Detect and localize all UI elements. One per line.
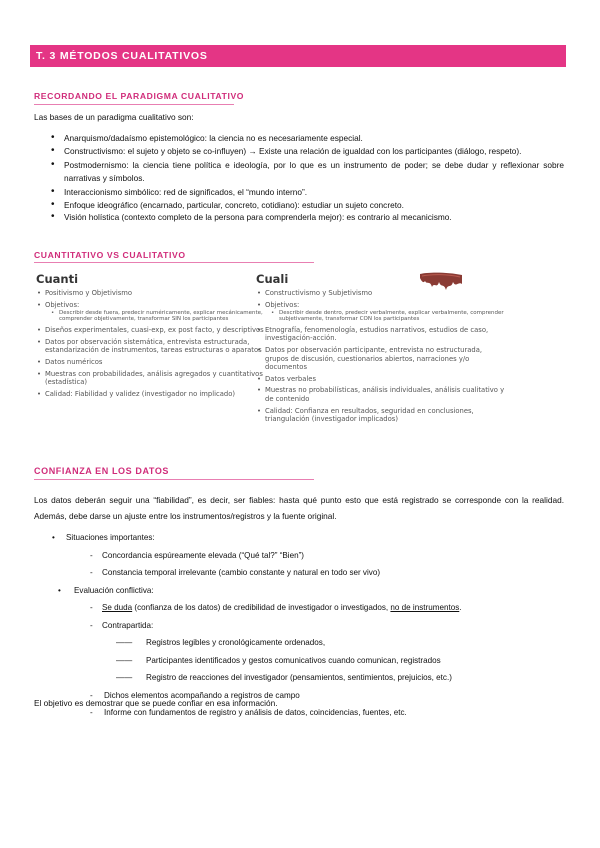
hair-image-icon [418, 272, 464, 292]
list-item: • Postmodernismo: la ciencia tiene política e ideología, por lo que es un instrumento de poder; se debe dudar y reflexionar sobre narrativas y símbolos. [48, 159, 564, 184]
list-subsubitem: —— Registro de reacciones del investigador (pensamientos, sentimientos, prejuicios, etc.) [116, 673, 452, 682]
section-rule [34, 262, 314, 263]
list-item: • Datos por observación sistemática, entrevista estructurada, estandarización de instrumentos, tareas estructuras o aparatos [36, 338, 286, 355]
list-subitem: - Contrapartida: [90, 620, 154, 630]
list-item: • Objetivos: • Describir desde fuera, predecir numéricamente, explicar mecánicamente, comprender objetivamente, transformar SIN los participantes [36, 301, 286, 323]
title-banner [30, 45, 566, 67]
list-item: • Calidad: Confianza en resultados, seguridad en conclusiones, triangulación (investigador implicados) [256, 407, 506, 424]
list-item: • Etnografía, fenomenología, estudios narrativos, estudios de caso, investigación-acción. [256, 326, 506, 343]
list-item: • Visión holística (contexto completo de la persona para comprenderla mejor): es contrario al mecanicismo. [48, 211, 564, 224]
confianza-paragraph: Los datos deberán seguir una “fiabilidad”, es decir, ser fiables: hasta qué punto esto que está registrado se corresponde con la realidad. Además, debe darse un ajuste entre los instrumentos/registros y la fuente original. [34, 495, 564, 521]
list-item: • Enfoque ideográfico (encarnado, particular, concreto, cotidiano): estudiar un sujeto concreto. [48, 199, 564, 212]
list-item: • Positivismo y Objetivismo [36, 289, 286, 297]
section-rule [34, 104, 234, 105]
list-subitem: - Informe con fundamentos de registro y análisis de datos, coincidencias, fuentes, etc. [90, 708, 407, 717]
page-title: T. 3 MÉTODOS CUALITATIVOS [36, 50, 208, 62]
list-subsubitem: —— Participantes identificados y gestos comunicativos cuando comunican, registrados [116, 655, 441, 665]
list-item: • Interaccionismo simbólico: red de significados, el “mundo interno”. [48, 186, 564, 199]
list-subitem: - Concordancia espúreamente elevada (“Qué tal?” “Bien”) [90, 550, 304, 560]
section-rule [34, 479, 314, 480]
conclusion-text: El objetivo es demostrar que se puede confiar en esa información. [34, 698, 278, 708]
list-item: • Constructivismo: el sujeto y objeto se co-influyen) → Existe una relación de igualdad con los participantes (diálogo, respeto). [48, 145, 564, 158]
section-heading-comparacion: CUANTITATIVO VS CUALITATIVO [34, 250, 186, 260]
intro-text: Las bases de un paradigma cualitativo son: [34, 112, 194, 122]
cuanti-list [36, 289, 286, 398]
list-item: • Muestras con probabilidades, análisis agregados y cuantitativos (estadística) [36, 370, 286, 387]
list-item: • Anarquismo/dadaísmo epistemológico: la ciencia no es necesariamente especial. [48, 132, 564, 145]
list-item: • Constructivismo y Subjetivismo [256, 289, 506, 297]
list-item: • Situaciones importantes: [52, 533, 155, 542]
list-subitem: - Se duda (confianza de los datos) de credibilidad de investigador o investigados, no de instrumentos. [90, 603, 462, 612]
list-subitem: • Describir desde fuera, predecir numéricamente, explicar mecánicamente, comprender objetivamente, transformar SIN los participantes [45, 310, 286, 323]
list-subitem: - Dichos elementos acompañando a registros de campo [90, 690, 300, 700]
list-subitem: - Constancia temporal irrelevante (cambio constante y natural en todo ser vivo) [90, 568, 381, 577]
cuanti-column [36, 272, 286, 402]
section-heading-confianza: CONFIANZA EN LOS DATOS [34, 466, 170, 476]
cuanti-title: Cuanti [36, 272, 79, 286]
cuali-title: Cuali [256, 272, 289, 286]
list-item: • Datos verbales [256, 375, 506, 383]
cuali-column [256, 272, 506, 427]
list-item: • Diseños experimentales, cuasi-exp, ex post facto, y descriptivos [36, 326, 286, 334]
list-subsubitem: —— Registros legibles y cronológicamente ordenados, [116, 638, 326, 647]
list-item: • Calidad: Fiabilidad y validez (investigador no implicado) [36, 390, 286, 398]
list-subitem: • Describir desde dentro, predecir verbalmente, explicar verbalmente, comprender subjetivamente, transformar CON los participantes [265, 310, 506, 323]
list-item: • Muestras no probabilísticas, análisis individuales, análisis cualitativo y de contenido [256, 386, 506, 403]
confianza-list [52, 529, 556, 722]
list-item: • Datos por observación participante, entrevista no estructurada, grupos de discusión, cuestionarios abiertos, narraciones y/o documentos [256, 346, 506, 371]
cuali-list [256, 289, 506, 423]
paradigma-list [48, 132, 564, 224]
section-heading-paradigma: RECORDANDO EL PARADIGMA CUALITATIVO [34, 91, 245, 101]
list-item: • Datos numéricos [36, 358, 286, 366]
list-item: • Objetivos: • Describir desde dentro, predecir verbalmente, explicar verbalmente, comprender subjetivamente, transformar CON los participantes [256, 301, 506, 323]
list-item: • Evaluación conflictiva: [58, 585, 154, 595]
